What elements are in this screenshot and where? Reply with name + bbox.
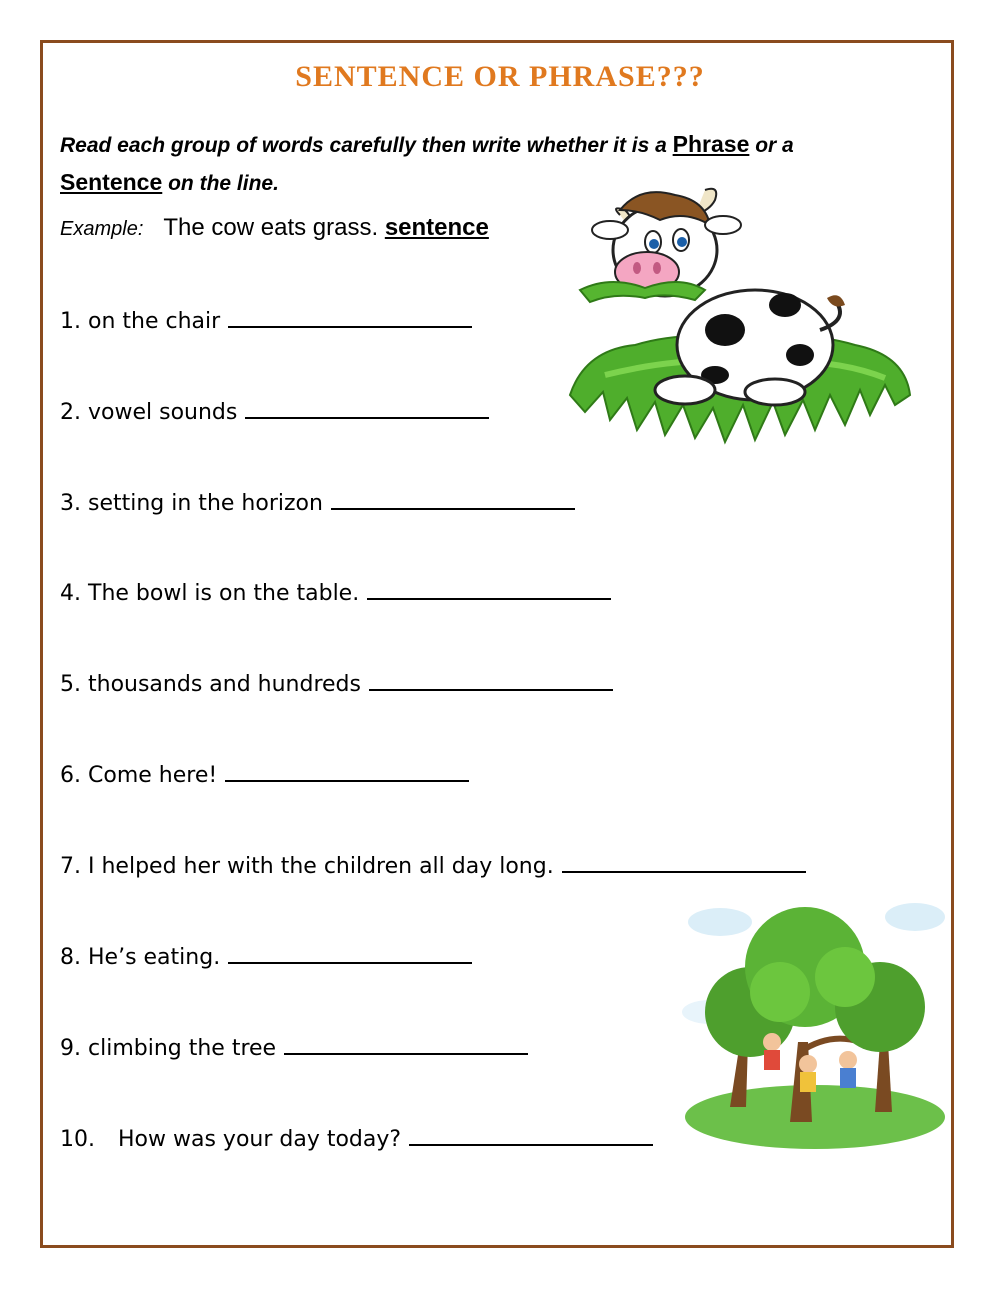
question-number: 3. xyxy=(60,491,81,516)
question-number: 2. xyxy=(60,400,81,425)
page-title: SENTENCE OR PHRASE??? xyxy=(295,60,705,93)
question-item xyxy=(60,942,472,970)
answer-line[interactable] xyxy=(284,1033,528,1055)
question-item xyxy=(60,1124,653,1152)
keyword-sentence: Sentence xyxy=(60,169,163,195)
instructions-text-3: on the line. xyxy=(162,172,279,195)
cow-illustration xyxy=(565,180,915,455)
question-text: Come here! xyxy=(88,763,218,788)
answer-line[interactable] xyxy=(409,1124,653,1146)
grass-ground xyxy=(685,1085,945,1149)
question-item xyxy=(60,397,489,425)
question-item xyxy=(60,1033,528,1061)
instructions-text-2: or a xyxy=(749,134,794,157)
question-item xyxy=(60,669,613,697)
question-text: setting in the horizon xyxy=(88,491,323,516)
question-text: How was your day today? xyxy=(118,1127,402,1152)
example-label: Example xyxy=(60,218,138,240)
answer-line[interactable] xyxy=(228,306,472,328)
question-item xyxy=(60,851,806,879)
example-answer: sentence xyxy=(384,214,489,241)
question-item xyxy=(60,760,469,788)
question-item xyxy=(60,488,575,516)
question-number: 4. xyxy=(60,581,81,606)
example-line xyxy=(60,214,489,242)
trees-children-illustration xyxy=(680,892,950,1150)
instructions-text-1: Read each group of words carefully then write whether it is a xyxy=(60,134,673,157)
question-text: thousands and hundreds xyxy=(88,672,361,697)
answer-line[interactable] xyxy=(225,760,469,782)
question-text: The bowl is on the table. xyxy=(88,581,360,606)
answer-line[interactable] xyxy=(331,488,575,510)
question-number: 8. xyxy=(60,945,81,970)
answer-line[interactable] xyxy=(228,942,472,964)
question-item xyxy=(60,578,611,606)
answer-line[interactable] xyxy=(369,669,613,691)
question-text: vowel sounds xyxy=(88,400,238,425)
answer-line[interactable] xyxy=(562,851,806,873)
question-text: He’s eating. xyxy=(88,945,221,970)
question-text: on the chair xyxy=(88,309,221,334)
question-item xyxy=(60,306,472,334)
cow-head xyxy=(592,189,741,296)
question-number: 9. xyxy=(60,1036,81,1061)
question-number: 1. xyxy=(60,309,81,334)
question-number: 6. xyxy=(60,763,81,788)
keyword-phrase: Phrase xyxy=(672,131,750,157)
answer-line[interactable] xyxy=(367,578,611,600)
question-text: climbing the tree xyxy=(88,1036,277,1061)
children xyxy=(763,1033,857,1092)
question-number: 7. xyxy=(60,854,81,879)
example-colon: : xyxy=(137,218,144,240)
question-number: 5. xyxy=(60,672,81,697)
example-sentence: The cow eats grass. xyxy=(163,214,379,241)
question-number: 10. xyxy=(60,1127,95,1152)
question-text: I helped her with the children all day long. xyxy=(88,854,554,879)
answer-line[interactable] xyxy=(245,397,489,419)
